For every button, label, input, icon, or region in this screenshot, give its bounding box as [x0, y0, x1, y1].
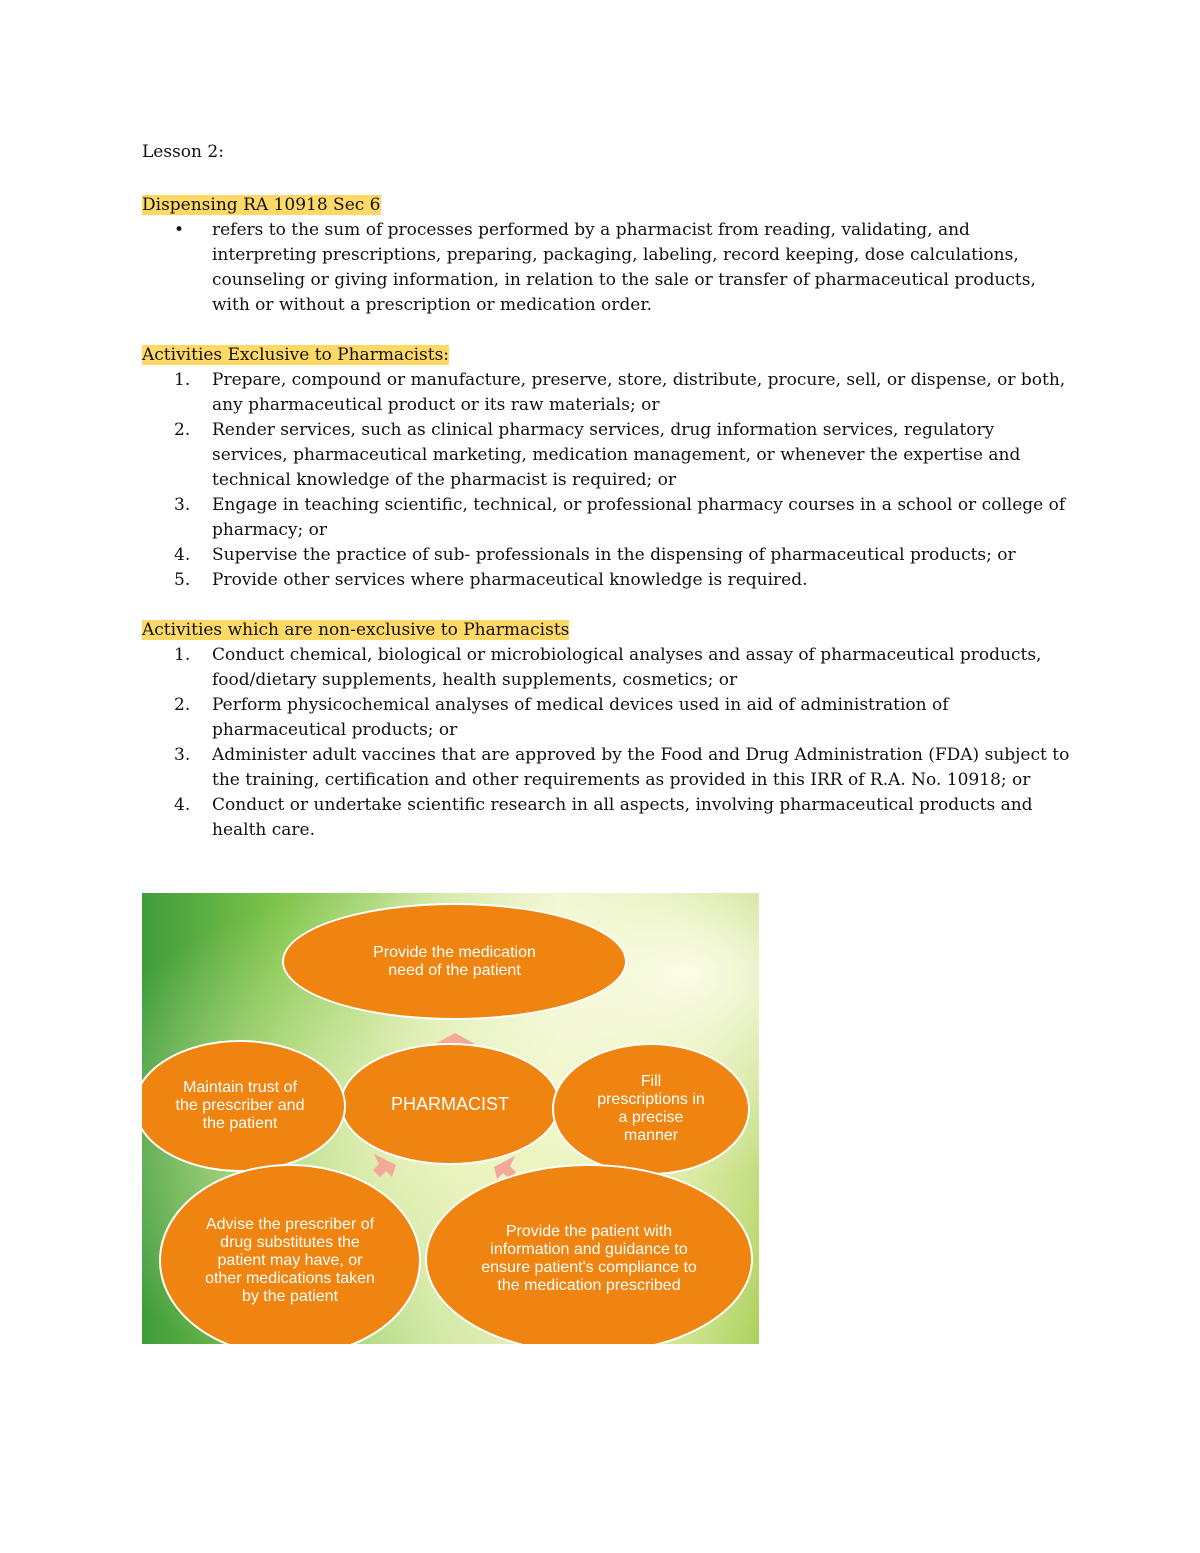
list-number: 5.: [174, 570, 191, 590]
list-item: [142, 543, 1072, 568]
list-text: Supervise the practice of sub- professionals in the dispensing of pharmaceutical products; or: [212, 545, 1016, 565]
list-text: Conduct or undertake scientific research in all aspects, involving pharmaceutical products and health care.: [212, 795, 1033, 840]
list-number: 3.: [174, 745, 191, 765]
list-item: [142, 693, 1072, 743]
list-text: Prepare, compound or manufacture, preserve, store, distribute, procure, sell, or dispense, or both, any pharmaceutical product or its raw materials; or: [212, 370, 1066, 415]
list-item: [142, 368, 1072, 418]
list-number: 2.: [174, 695, 191, 715]
list-item: [142, 643, 1072, 693]
list-item: [142, 743, 1072, 793]
bubble-maintain-trust: Maintain trust of the prescriber and the patient: [142, 1040, 346, 1172]
list-item: [142, 493, 1072, 543]
list-number: 3.: [174, 495, 191, 515]
dispensing-list: [142, 218, 1072, 318]
non-exclusive-list: [142, 643, 1072, 843]
list-text: Administer adult vaccines that are approved by the Food and Drug Administration (FDA) subject to the training, certification and other requirements as provided in this IRR of R.A. No. 10918; or: [212, 745, 1070, 790]
bubble-medication-need: Provide the medication need of the patient: [282, 903, 627, 1020]
list-item: [142, 418, 1072, 493]
bubble-pharmacist-center: PHARMACIST: [340, 1043, 560, 1165]
list-item: [142, 568, 1072, 593]
bubble-fill-prescriptions: Fill prescriptions in a precise manner: [552, 1043, 750, 1175]
dispensing-section: [142, 193, 1072, 318]
list-text: Perform physicochemical analyses of medical devices used in aid of administration of pharmaceutical products; or: [212, 695, 949, 740]
list-number: 1.: [174, 370, 191, 390]
list-text: Render services, such as clinical pharmacy services, drug information services, regulatory services, pharmaceutical marketing, medication management, or whenever the expertise and technical knowledge of the pharmacist is required; or: [212, 420, 1021, 490]
document-body: [142, 140, 1072, 843]
pharmacist-role-diagram: [142, 893, 759, 1344]
bubble-provide-guidance: Provide the patient with information and guidance to ensure patient's compliance to the medication prescribed: [425, 1164, 753, 1344]
list-number: 4.: [174, 545, 191, 565]
exclusive-list: [142, 368, 1072, 593]
dispensing-heading: Dispensing RA 10918 Sec 6: [142, 195, 381, 215]
list-text: Conduct chemical, biological or microbiological analyses and assay of pharmaceutical products, food/dietary supplements, health supplements, cosmetics; or: [212, 645, 1042, 690]
list-text: Provide other services where pharmaceutical knowledge is required.: [212, 570, 808, 590]
list-text: Engage in teaching scientific, technical, or professional pharmacy courses in a school or college of pharmacy; or: [212, 495, 1066, 540]
non-exclusive-heading: Activities which are non-exclusive to Pharmacists: [142, 620, 570, 640]
non-exclusive-section: [142, 618, 1072, 843]
exclusive-section: [142, 343, 1072, 593]
dispensing-definition: • refers to the sum of processes performed by a pharmacist from reading, validating, and interpreting prescriptions, preparing, packaging, labeling, record keeping, dose calculations, counseling or giving information, in relation to the sale or transfer of pharmaceutical products, with or without a prescription or medication order.: [142, 218, 1072, 318]
bubble-advise-prescriber: Advise the prescriber of drug substitutes the patient may have, or other medications taken by the patient: [159, 1164, 421, 1344]
list-number: 4.: [174, 795, 191, 815]
list-item: [142, 793, 1072, 843]
arrow-down-left-icon: [373, 1154, 396, 1177]
list-number: 1.: [174, 645, 191, 665]
exclusive-heading: Activities Exclusive to Pharmacists:: [142, 345, 450, 365]
lesson-title: Lesson 2:: [142, 142, 224, 162]
list-number: 2.: [174, 420, 191, 440]
